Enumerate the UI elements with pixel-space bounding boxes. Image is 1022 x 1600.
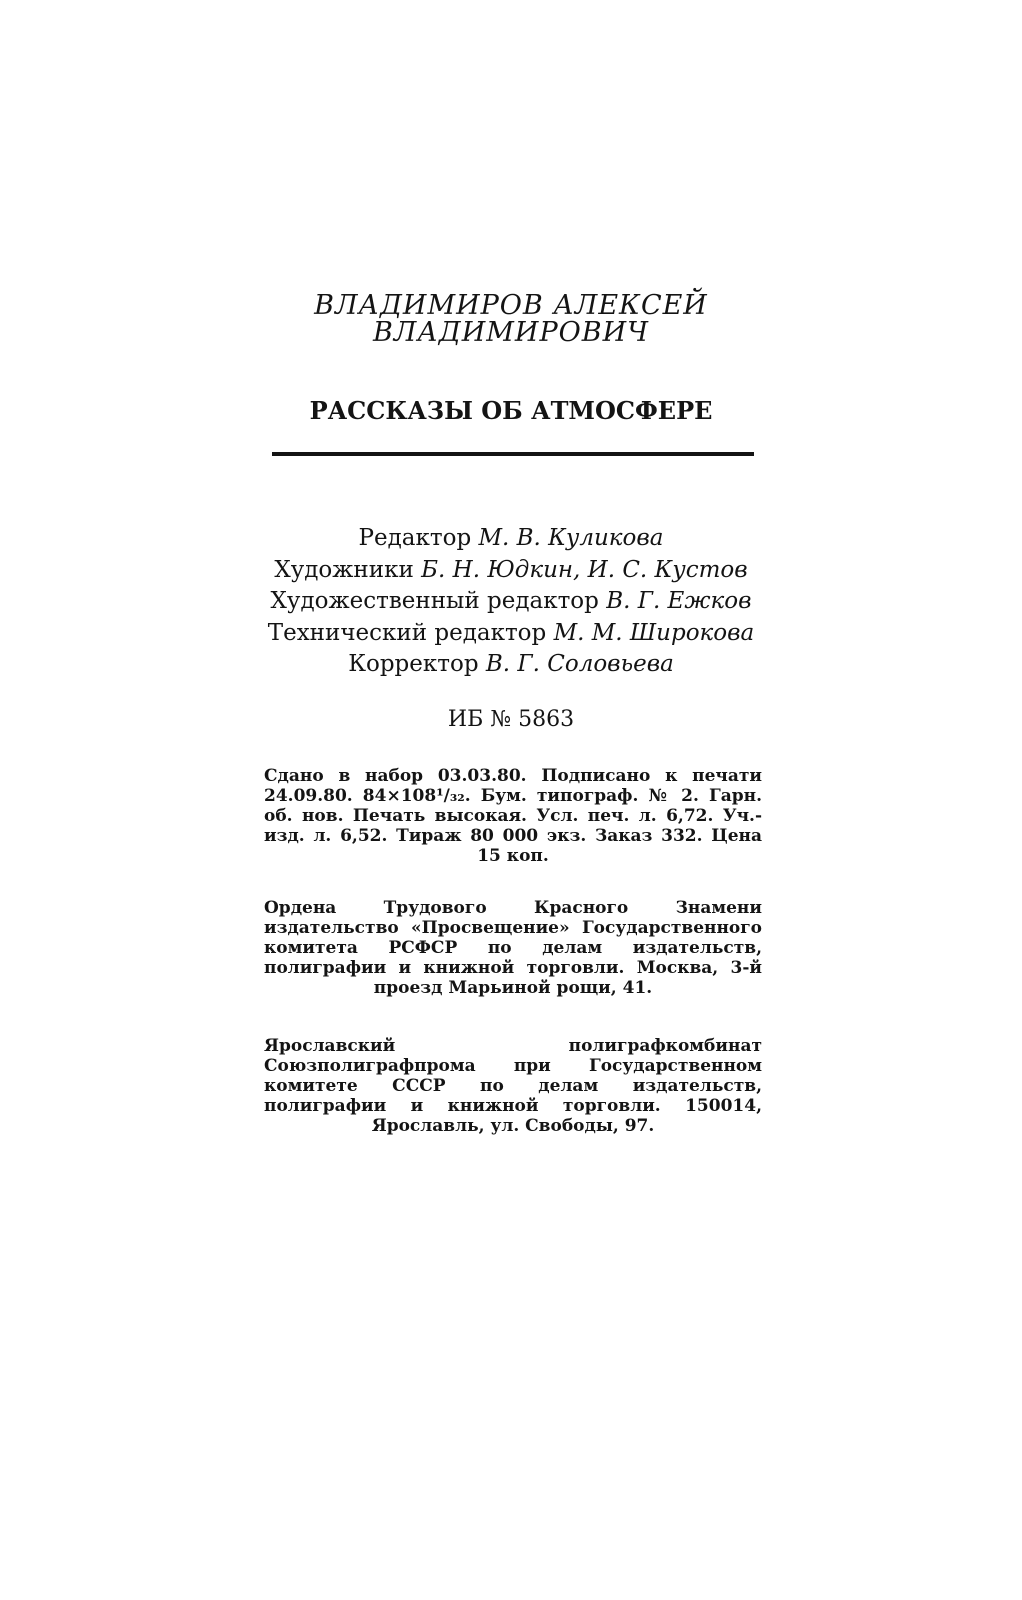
credit-name: М. М. Широкова (553, 619, 755, 646)
print-info-text: Сдано в набор 03.03.80. Подписано к печати 24.09.80. 84×108¹/₃₂. Бум. типограф. № 2. Гарн. об. нов. Печать высокая. Усл. печ. л. 6,72. Уч.-изд. л. 6,52. Тираж 80 000 экз. Заказ 332. Цена 15 коп. (264, 766, 762, 866)
printer-text: Ярославский полиграфкомбинат Союзполиграфпрома при Государственном комитете СССР по делам издательств, полиграфии и книжной торговли. 150014, Ярославль, ул. Свободы, 97. (264, 1036, 762, 1136)
credit-artists (0, 555, 1022, 587)
credit-name: М. В. Куликова (478, 525, 664, 551)
credit-art-editor (0, 586, 1022, 618)
title-rule (272, 452, 754, 456)
ib-number: ИБ № 5863 (447, 707, 575, 732)
credit-role: Художественный редактор (270, 588, 599, 614)
author-name-line-1: ВЛАДИМИРОВ АЛЕКСЕЙ (314, 290, 708, 321)
credit-role: Художники (274, 556, 414, 583)
book-title: РАССКАЗЫ ОБ АТМОСФЕРЕ (309, 396, 713, 425)
credit-role: Корректор (348, 651, 479, 677)
print-info-block (264, 766, 762, 866)
printer-block (264, 1036, 762, 1136)
credits (0, 523, 1022, 681)
credit-editor (0, 523, 1022, 555)
credit-name: В. Г. Соловьева (485, 651, 674, 677)
author-name-line-2: ВЛАДИМИРОВИЧ (372, 317, 650, 348)
credit-role: Технический редактор (267, 619, 547, 646)
credit-name: Б. Н. Юдкин, И. С. Кустов (421, 556, 748, 583)
credit-proofreader (0, 649, 1022, 681)
publisher-block (264, 898, 762, 998)
credit-name: В. Г. Ежков (606, 588, 752, 614)
credit-technical-editor (0, 618, 1022, 650)
credit-role: Редактор (358, 525, 472, 551)
publisher-text: Ордена Трудового Красного Знамени издательство «Просвещение» Государственного комитета РСФСР по делам издательств, полиграфии и книжной торговли. Москва, 3-й проезд Марьиной рощи, 41. (264, 898, 762, 998)
